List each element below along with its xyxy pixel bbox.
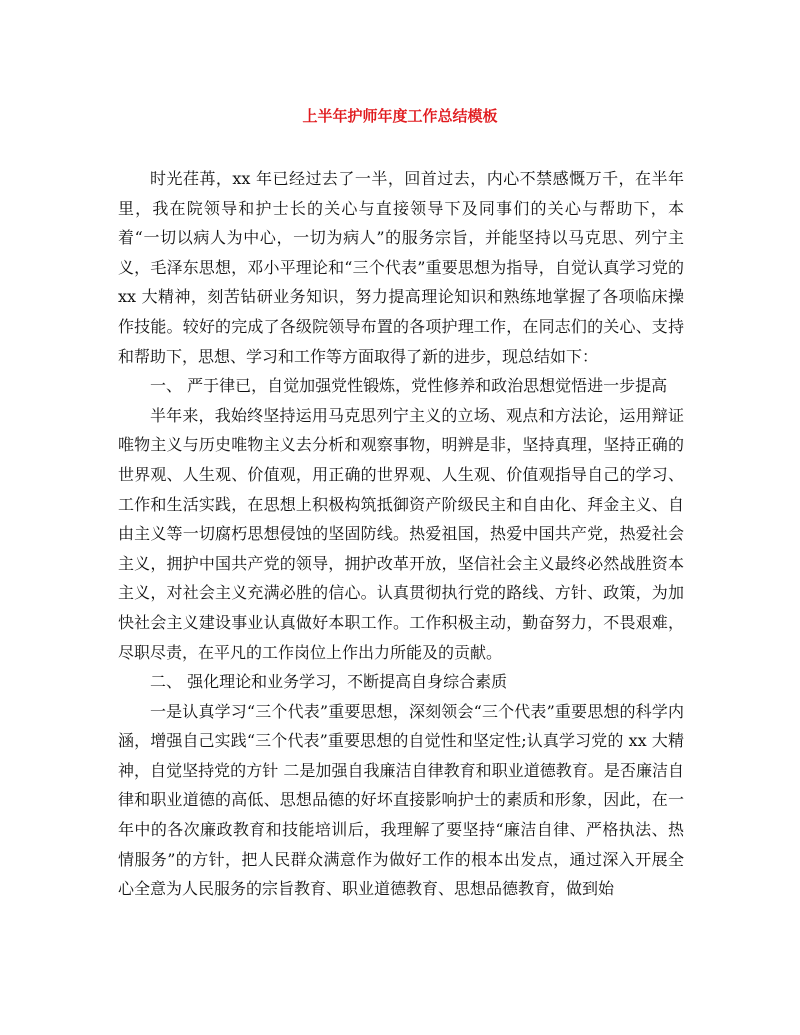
document-title: 上半年护师年度工作总结模板	[302, 107, 498, 125]
document-body	[118, 164, 684, 904]
section-heading-2: 二、 强化理论和业务学习，不断提高自身综合素质	[150, 672, 508, 692]
intro-paragraph: 时光荏苒，xx 年已经过去了一半，回首过去，内心不禁感慨万千，在半年里，我在院领导和护士长的关心与直接领导下及同事们的关心与帮助下，本着“一切以病人为中心，一切为病人”的服务宗旨，并能坚持以马克思、列宁主义，毛泽东思想，邓小平理论和“三个代表”重要思想为指导，自觉认真学习党的 xx 大精神，刻苦钻研业务知识，努力提高理论知识和熟练地掌握了各项临床操作技能。较好的完成了各级院领导布置的各项护理工作，在同志们的关心、支持和帮助下，思想、学习和工作等方面取得了新的进步，现总结如下：	[118, 169, 684, 366]
section-heading-1: 一、 严于律已，自觉加强党性锻炼，党性修养和政治思想觉悟进一步提高	[150, 376, 668, 396]
section-1-paragraph: 半年来，我始终坚持运用马克思列宁主义的立场、观点和方法论，运用辩证唯物主义与历史唯物主义去分析和观察事物，明辨是非，坚持真理，坚持正确的世界观、人生观、价值观，用正确的世界观、人生观、价值观指导自己的学习、工作和生活实践，在思想上积极构筑抵御资产阶级民主和自由化、拜金主义、自由主义等一切腐朽思想侵蚀的坚固防线。热爱祖国，热爱中国共产党，热爱社会主义，拥护中国共产党的领导，拥护改革开放，坚信社会主义最终必然战胜资本主义，对社会主义充满必胜的信心。认真贯彻执行党的路线、方针、政策，为加快社会主义建设事业认真做好本职工作。工作积极主动，勤奋努力，不畏艰难，尽职尽责，在平凡的工作岗位上作出力所能及的贡献。	[118, 405, 684, 662]
section-2-paragraph: 一是认真学习“三个代表”重要思想，深刻领会“三个代表”重要思想的科学内涵，增强自己实践“三个代表”重要思想的自觉性和坚定性;认真学习党的 xx 大精神，自觉坚持党的方针 二是加强自我廉洁自律教育和职业道德教育。是否廉洁自律和职业道德的高低、思想品德的好坏直接影响护士的素质和形象，因此，在一年中的各次廉政教育和技能培训后，我理解了要坚持“廉洁自律、严格执法、热情服务”的方针，把人民群众满意作为做好工作的根本出发点，通过深入开展全心全意为人民服务的宗旨教育、职业道德教育、思想品德教育，做到始	[118, 701, 684, 899]
